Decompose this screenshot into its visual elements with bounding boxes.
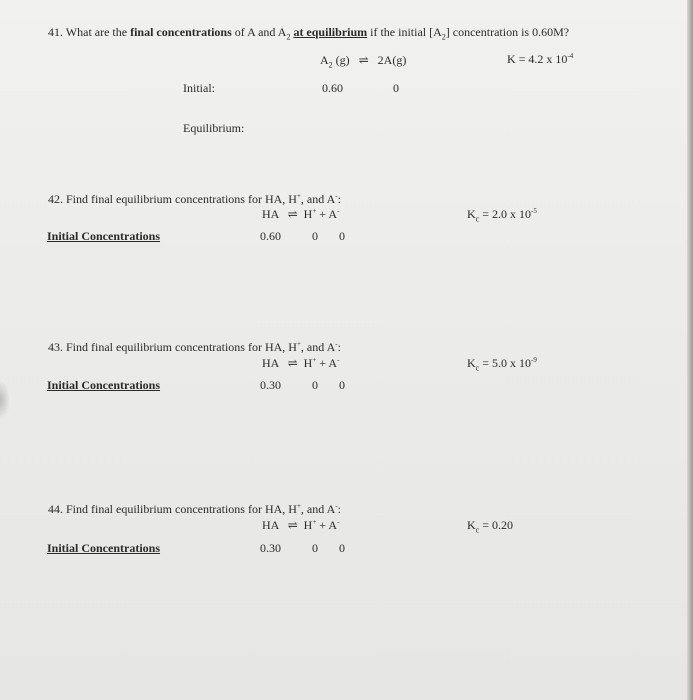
q43-initial-label: Initial Concentrations — [47, 378, 161, 392]
equilibrium-arrow-icon: ⇌ — [287, 356, 298, 370]
q44-prompt: 44. Find final equilibrium concentrations for HA, H+, and A-: — [48, 502, 341, 516]
q41-prompt: 41. What are the final concentrations of A and $A_2$ at equilibrium if the initial $[A_2]$ concentration is 0.60M? — [48, 25, 570, 42]
page-left-shadow — [0, 380, 10, 420]
q44-k-constant: $K_c = 0.20$ — [467, 518, 514, 535]
q41-equilibrium-label: Equilibrium: — [183, 121, 245, 135]
q42-init-h: 0 — [312, 229, 318, 243]
q42-k-constant: $K_c = 2.0$ x $10^{-5}$ — [467, 207, 537, 224]
q44-init-a: 0 — [339, 541, 345, 555]
q42-equation: HA ⇌ H+ + A- — [262, 207, 340, 221]
q41-initial-label: Initial: — [183, 81, 215, 95]
q44-init-ha: 0.30 — [260, 541, 281, 555]
q43-k-constant: $K_c = 5.0$ x $10^{-9}$ — [467, 356, 537, 373]
q41-initial-product: 0 — [393, 81, 399, 95]
q42-initial-label: Initial Concentrations — [47, 229, 161, 243]
q41-equation: $A_2$ (g) ⇌ 2A(g) — [320, 53, 407, 70]
q41-initial-reactant: 0.60 — [322, 81, 343, 95]
equilibrium-arrow-icon: ⇌ — [287, 518, 298, 532]
q44-initial-label: Initial Concentrations — [47, 541, 161, 555]
q43-prompt: 43. Find final equilibrium concentrations for HA, H+, and A-: — [48, 340, 341, 354]
q43-equation: HA ⇌ H+ + A- — [262, 356, 340, 370]
equilibrium-arrow-icon: ⇌ — [358, 53, 369, 67]
q43-init-ha: 0.30 — [260, 378, 281, 392]
q42-prompt: 42. Find final equilibrium concentrations for HA, H+, and A-: — [48, 192, 341, 206]
q43-init-a: 0 — [339, 378, 345, 392]
q43-init-h: 0 — [312, 378, 318, 392]
page-edge-shadow — [687, 0, 693, 700]
equilibrium-arrow-icon: ⇌ — [287, 207, 298, 221]
q44-equation: HA ⇌ H+ + A- — [262, 518, 340, 532]
q42-init-ha: 0.60 — [260, 229, 281, 243]
q44-init-h: 0 — [312, 541, 318, 555]
q41-k-constant: K = 4.2 x $10^{-4}$ — [507, 52, 574, 66]
q42-init-a: 0 — [339, 229, 345, 243]
